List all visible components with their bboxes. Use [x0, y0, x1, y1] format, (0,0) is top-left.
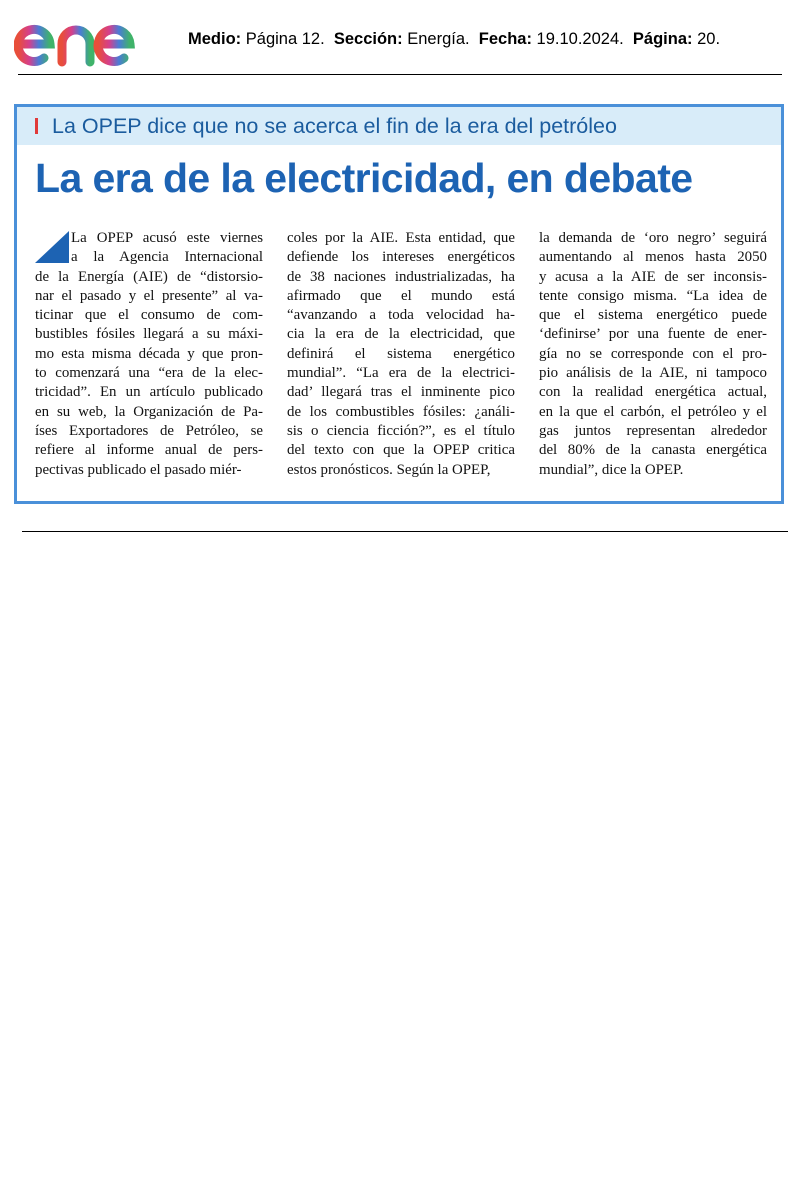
article-line: “avanzando a toda velocidad ha-: [287, 307, 515, 324]
kicker-marker-icon: [35, 118, 38, 134]
medio-label: Medio:: [188, 30, 242, 48]
article-line: gas juntos representan alrededor: [539, 422, 767, 439]
article-line: cia la era de la electricidad, que: [287, 326, 515, 343]
article-line: la demanda de ‘oro negro’ seguirá: [539, 230, 767, 246]
article-line: estos pronósticos. Según la OPEP,: [287, 461, 491, 478]
article-line: en su web, la Organización de Pa-: [35, 403, 263, 420]
article-line: en la que el carbón, el petróleo y el: [539, 403, 767, 420]
article-line: aumentando al menos hasta 2050: [539, 249, 767, 266]
pagina-value: 20.: [697, 30, 721, 48]
article-line: ticinar que el consumo de com-: [35, 307, 263, 324]
article-line: to comenzará una “era de la elec-: [35, 365, 263, 382]
article-line: que el sistema energético puede: [539, 307, 767, 324]
article-line: mundial”, dice la OPEP.: [539, 461, 684, 478]
article-line: bustibles fósiles llegará a su máxi-: [35, 326, 263, 343]
article-line: afirmado que el mundo está: [287, 287, 515, 304]
article-line: tente consigo misma. “La idea de: [539, 287, 767, 304]
seccion-value: Energía.: [407, 30, 470, 48]
header-divider: [18, 74, 782, 75]
article-line: sis o ciencia ficción?”, es el título: [287, 422, 515, 439]
article-line: con la realidad energética actual,: [539, 384, 767, 401]
article-line: de 38 naciones industrializadas, ha: [287, 268, 515, 285]
article-line: refiere al informe anual de pers-: [35, 442, 263, 459]
article-line: íses Exportadores de Petróleo, se: [35, 422, 263, 439]
article-line: gía no se corresponde con el pro-: [539, 345, 767, 362]
article-line: del 80% de la canasta energética: [539, 442, 767, 459]
article-line: dad’ llegará tras el inminente pico: [287, 384, 515, 401]
page-header: [0, 0, 800, 80]
article-line: tricidad”. En un artículo publicado: [35, 384, 263, 401]
article-line: de los combustibles fósiles: ¿análi-: [287, 403, 515, 420]
article-line: de la Energía (AIE) de “distorsio-: [35, 268, 263, 285]
article-line: pio análisis de la AIE, ni tampoco: [539, 365, 767, 382]
article-line: mundial”. “La era de la electrici-: [287, 365, 515, 382]
article-column-1: [35, 229, 263, 497]
article-line: del texto con que la OPEP critica: [287, 442, 515, 459]
medio-value: Página 12.: [245, 30, 325, 48]
article-line: y acusa a la AIE de ser inconsis-: [539, 268, 767, 285]
kicker-text: La OPEP dice que no se acerca el fin de la era del petróleo: [52, 113, 617, 138]
article-line: definirá el sistema energético: [287, 345, 515, 362]
kicker-bar: [17, 107, 781, 145]
article-line: mo esta misma década y que pron-: [35, 345, 263, 362]
logo-text: enel: [14, 6, 16, 7]
article-column-3: [539, 229, 767, 497]
article-line: a la Agencia Internacional: [71, 249, 263, 266]
headline: La era de la electricidad, en debate: [35, 155, 693, 201]
enel-logo: [14, 6, 180, 70]
news-clipping: [14, 104, 784, 504]
triangle-mark-icon: [35, 231, 69, 263]
pagina-label: Página:: [632, 30, 693, 48]
article-body: [35, 229, 767, 497]
article-line: coles por la AIE. Esta entidad, que: [287, 230, 515, 246]
footer-divider: [22, 531, 788, 532]
fecha-value: 19.10.2024.: [536, 30, 624, 48]
clipping-metadata: [188, 30, 720, 49]
article-line: pectivas publicado el pasado miér-: [35, 461, 242, 478]
article-column-2: [287, 229, 515, 497]
article-line: La OPEP acusó este viernes: [71, 230, 263, 246]
fecha-label: Fecha:: [478, 30, 532, 48]
article-line: ‘definirse’ por una fuente de ener-: [539, 326, 767, 343]
article-line: defiende los intereses energéticos: [287, 249, 515, 266]
article-line: nar el pasado y el presente” al va-: [35, 287, 263, 304]
seccion-label: Sección:: [333, 30, 403, 48]
